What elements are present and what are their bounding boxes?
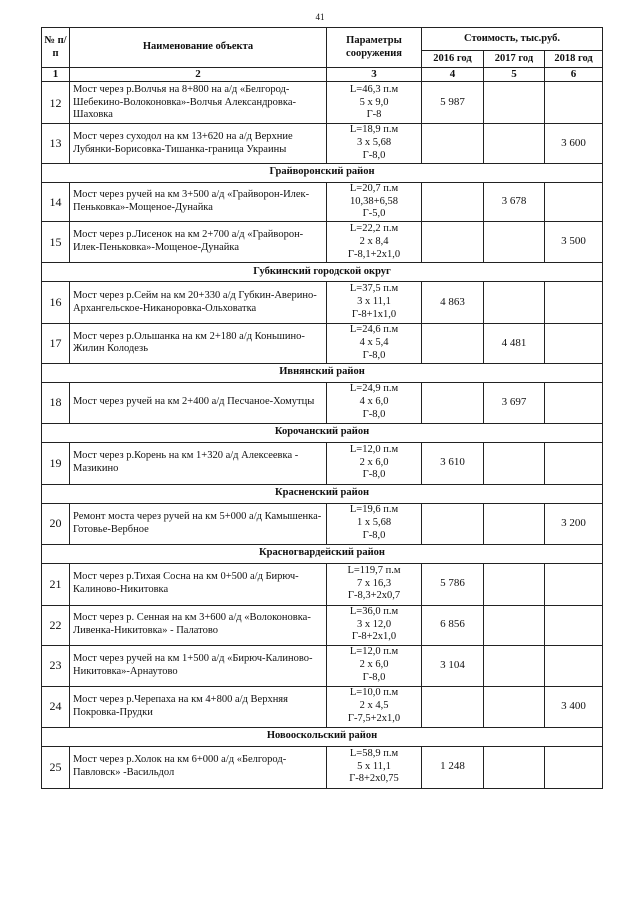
cost-2016: 5 987 [422,82,484,124]
cost-2016: 1 248 [422,746,484,788]
cost-2016: 3 104 [422,645,484,686]
object-name: Мост через р.Ольшанка на км 2+180 а/д Коньшино-Жилин Колодезь [70,324,327,363]
structure-params [327,563,422,605]
section-row [42,727,603,746]
structure-params [327,442,422,484]
table-body [42,82,603,788]
param-line: L=37,5 п.м [349,283,399,295]
object-name: Мост через р. Сенная на км 3+600 а/д «Волоконовка-Ливенка-Никитовка» - Палатово [70,605,327,645]
object-name: Мост через р.Сейм на км 20+330 а/д Губкин-Аверино-Архангельское-Никаноровка-Ольховатка [70,282,327,324]
param-line: L=36,0 п.м [349,605,399,617]
param-line: Г-8,0 [362,408,386,420]
structure-params [327,686,422,727]
table-row [42,746,603,788]
param-line: Г-8,1+2х1,0 [347,248,401,260]
section-title: Губкинский городской округ [42,263,603,282]
param-line: 2 х 6,0 [359,456,389,468]
section-title: Ивнянский район [42,363,603,382]
param-line: 3 х 12,0 [356,618,392,630]
section-row [42,163,603,182]
param-line: Г-8,0 [362,671,386,683]
column-number: 3 [327,68,422,82]
cost-2018 [545,182,603,221]
section-title: Новооскольский район [42,727,603,746]
cost-2018 [545,563,603,605]
cost-2018 [545,605,603,645]
structure-params [327,222,422,263]
section-title: Красногвардейский район [42,544,603,563]
structure-params [327,324,422,363]
cost-2017 [484,746,545,788]
table-row [42,442,603,484]
structure-params [327,746,422,788]
object-name: Мост через ручей на км 3+500 а/д «Грайворон-Илек-Пеньковка»-Мощеное-Дунайка [70,182,327,221]
cost-2018 [545,324,603,363]
param-line: 2 х 4,5 [359,700,389,712]
table-row [42,645,603,686]
param-line: 4 х 5,4 [359,336,389,348]
section-title: Грайворонский район [42,163,603,182]
column-number: 6 [545,68,603,82]
table-row [42,82,603,124]
param-line: 2 х 8,4 [359,235,389,247]
column-number: 1 [42,68,70,82]
cost-2017 [484,563,545,605]
param-line: 4 х 6,0 [359,396,389,408]
param-line: L=10,0 п.м [349,687,399,699]
cost-2017 [484,442,545,484]
row-number: 24 [42,686,70,727]
cost-2018 [545,82,603,124]
column-header-year-2016: 2016 год [422,51,484,68]
row-number: 18 [42,382,70,423]
cost-2016 [422,324,484,363]
cost-2017 [484,282,545,324]
structure-params [327,645,422,686]
row-number: 13 [42,124,70,163]
section-row [42,363,603,382]
param-line: 3 х 5,68 [356,137,392,149]
column-header-year-2017: 2017 год [484,51,545,68]
param-line: Г-8+2х1,0 [351,631,397,643]
cost-2016: 4 863 [422,282,484,324]
row-number: 21 [42,563,70,605]
param-line: L=18,9 п.м [349,124,399,136]
row-number: 14 [42,182,70,221]
param-line: Г-8+2х0,75 [349,773,399,785]
cost-2017 [484,605,545,645]
structure-params [327,503,422,544]
column-number: 2 [70,68,327,82]
param-line: Г-8,0 [362,150,386,161]
row-number: 19 [42,442,70,484]
param-line: 5 х 11,1 [357,760,391,772]
object-name: Мост через ручей на км 2+400 а/д Песчаное-Хомутцы [70,382,327,423]
table-row [42,222,603,263]
section-title: Корочанский район [42,423,603,442]
cost-2018 [545,645,603,686]
object-name: Мост через р.Черепаха на км 4+800 а/д Верхняя Покровка-Прудки [70,686,327,727]
cost-2017 [484,686,545,727]
table-row [42,686,603,727]
cost-2016: 5 786 [422,563,484,605]
cost-2018 [545,442,603,484]
cost-2016 [422,182,484,221]
table-row [42,563,603,605]
param-line: Г-8+1х1,0 [351,309,397,321]
cost-2018: 3 600 [545,124,603,163]
column-header-params: Параметры сооружения [327,28,422,68]
table-row [42,182,603,221]
param-line: 2 х 6,0 [359,659,389,671]
object-name: Мост через р.Тихая Сосна на км 0+500 а/д Бирюч-Калиново-Никитовка [70,563,327,605]
object-name: Мост через р.Корень на км 1+320 а/д Алексеевка - Мазикино [70,442,327,484]
param-line: L=19,6 п.м [349,504,399,516]
cost-2018: 3 400 [545,686,603,727]
bridge-repair-table [41,27,603,789]
cost-2018: 3 500 [545,222,603,263]
structure-params [327,124,422,163]
column-number-row [42,68,603,82]
cost-2018 [545,746,603,788]
cost-2017 [484,503,545,544]
structure-params [327,82,422,124]
param-line: L=58,9 п.м [349,747,399,759]
param-line: 10,38+6,58 [350,195,398,207]
param-line: Г-8 [366,109,382,121]
cost-2018: 3 200 [545,503,603,544]
param-line: Г-8,0 [362,469,386,481]
section-title: Красненский район [42,484,603,503]
section-row [42,484,603,503]
param-line: Г-8,3+2х0,7 [347,590,401,602]
cost-2016 [422,382,484,423]
object-name: Мост через р.Холок на км 6+000 а/д «Белгород-Павловск» -Васильдол [70,746,327,788]
structure-params [327,182,422,221]
structure-params [327,282,422,324]
object-name: Мост через суходол на км 13+620 на а/д Верхние Лубянки-Борисовка-Тишанка-граница Украины [70,124,327,163]
cost-2016 [422,503,484,544]
row-number: 16 [42,282,70,324]
row-number: 23 [42,645,70,686]
param-line: L=24,6 п.м [349,324,399,336]
param-line: L=46,3 п.м [349,83,399,95]
object-name: Мост через ручей на км 1+500 а/д «Бирюч-Калиново-Никитовка»-Арнаутово [70,645,327,686]
column-number: 4 [422,68,484,82]
structure-params [327,382,422,423]
column-header-name: Наименование объекта [70,28,327,68]
column-number: 5 [484,68,545,82]
param-line: 1 х 5,68 [356,517,392,529]
column-header-number: № п/п [42,28,70,68]
object-name: Ремонт моста через ручей на км 5+000 а/д Камышенка-Готовье-Вербное [70,503,327,544]
param-line: Г-5,0 [362,208,386,220]
table-row [42,124,603,163]
table-row [42,324,603,363]
section-row [42,544,603,563]
param-line: Г-8,0 [362,529,386,541]
cost-2016 [422,124,484,163]
cost-2017: 3 678 [484,182,545,221]
row-number: 22 [42,605,70,645]
cost-2017: 3 697 [484,382,545,423]
param-line: L=119,7 п.м [347,564,401,576]
object-name: Мост через р.Лисенок на км 2+700 а/д «Грайворон-Илек-Пеньковка»-Мощеное-Дунайка [70,222,327,263]
cost-2018 [545,282,603,324]
param-line: Г-8,0 [362,349,386,361]
page-number: 41 [315,12,325,22]
cost-2016: 3 610 [422,442,484,484]
table-row [42,503,603,544]
row-number: 15 [42,222,70,263]
param-line: Г-7,5+2х1,0 [347,712,401,724]
row-number: 12 [42,82,70,124]
object-name: Мост через р.Волчья на 8+800 на а/д «Белгород-Шебекино-Волоконовка»-Волчья Александровка-Шаховка [70,82,327,124]
param-line: L=24,9 п.м [349,383,399,395]
cost-2017 [484,222,545,263]
section-row [42,423,603,442]
param-line: L=12,0 п.м [349,443,399,455]
table-row [42,282,603,324]
cost-2017: 4 481 [484,324,545,363]
param-line: 3 х 11,1 [357,296,391,308]
row-number: 25 [42,746,70,788]
cost-2017 [484,82,545,124]
param-line: L=20,7 п.м [349,182,399,194]
cost-2016 [422,222,484,263]
cost-2016: 6 856 [422,605,484,645]
row-number: 17 [42,324,70,363]
param-line: 7 х 16,3 [356,577,392,589]
table-row [42,382,603,423]
row-number: 20 [42,503,70,544]
param-line: L=12,0 п.м [349,646,399,658]
param-line: 5 х 9,0 [359,96,389,108]
param-line: L=22,2 п.м [349,222,399,234]
cost-2018 [545,382,603,423]
column-header-cost: Стоимость, тыс.руб. [422,28,603,51]
column-header-year-2018: 2018 год [545,51,603,68]
cost-2017 [484,124,545,163]
section-row [42,263,603,282]
cost-2016 [422,686,484,727]
cost-2017 [484,645,545,686]
structure-params [327,605,422,645]
table-row [42,605,603,645]
